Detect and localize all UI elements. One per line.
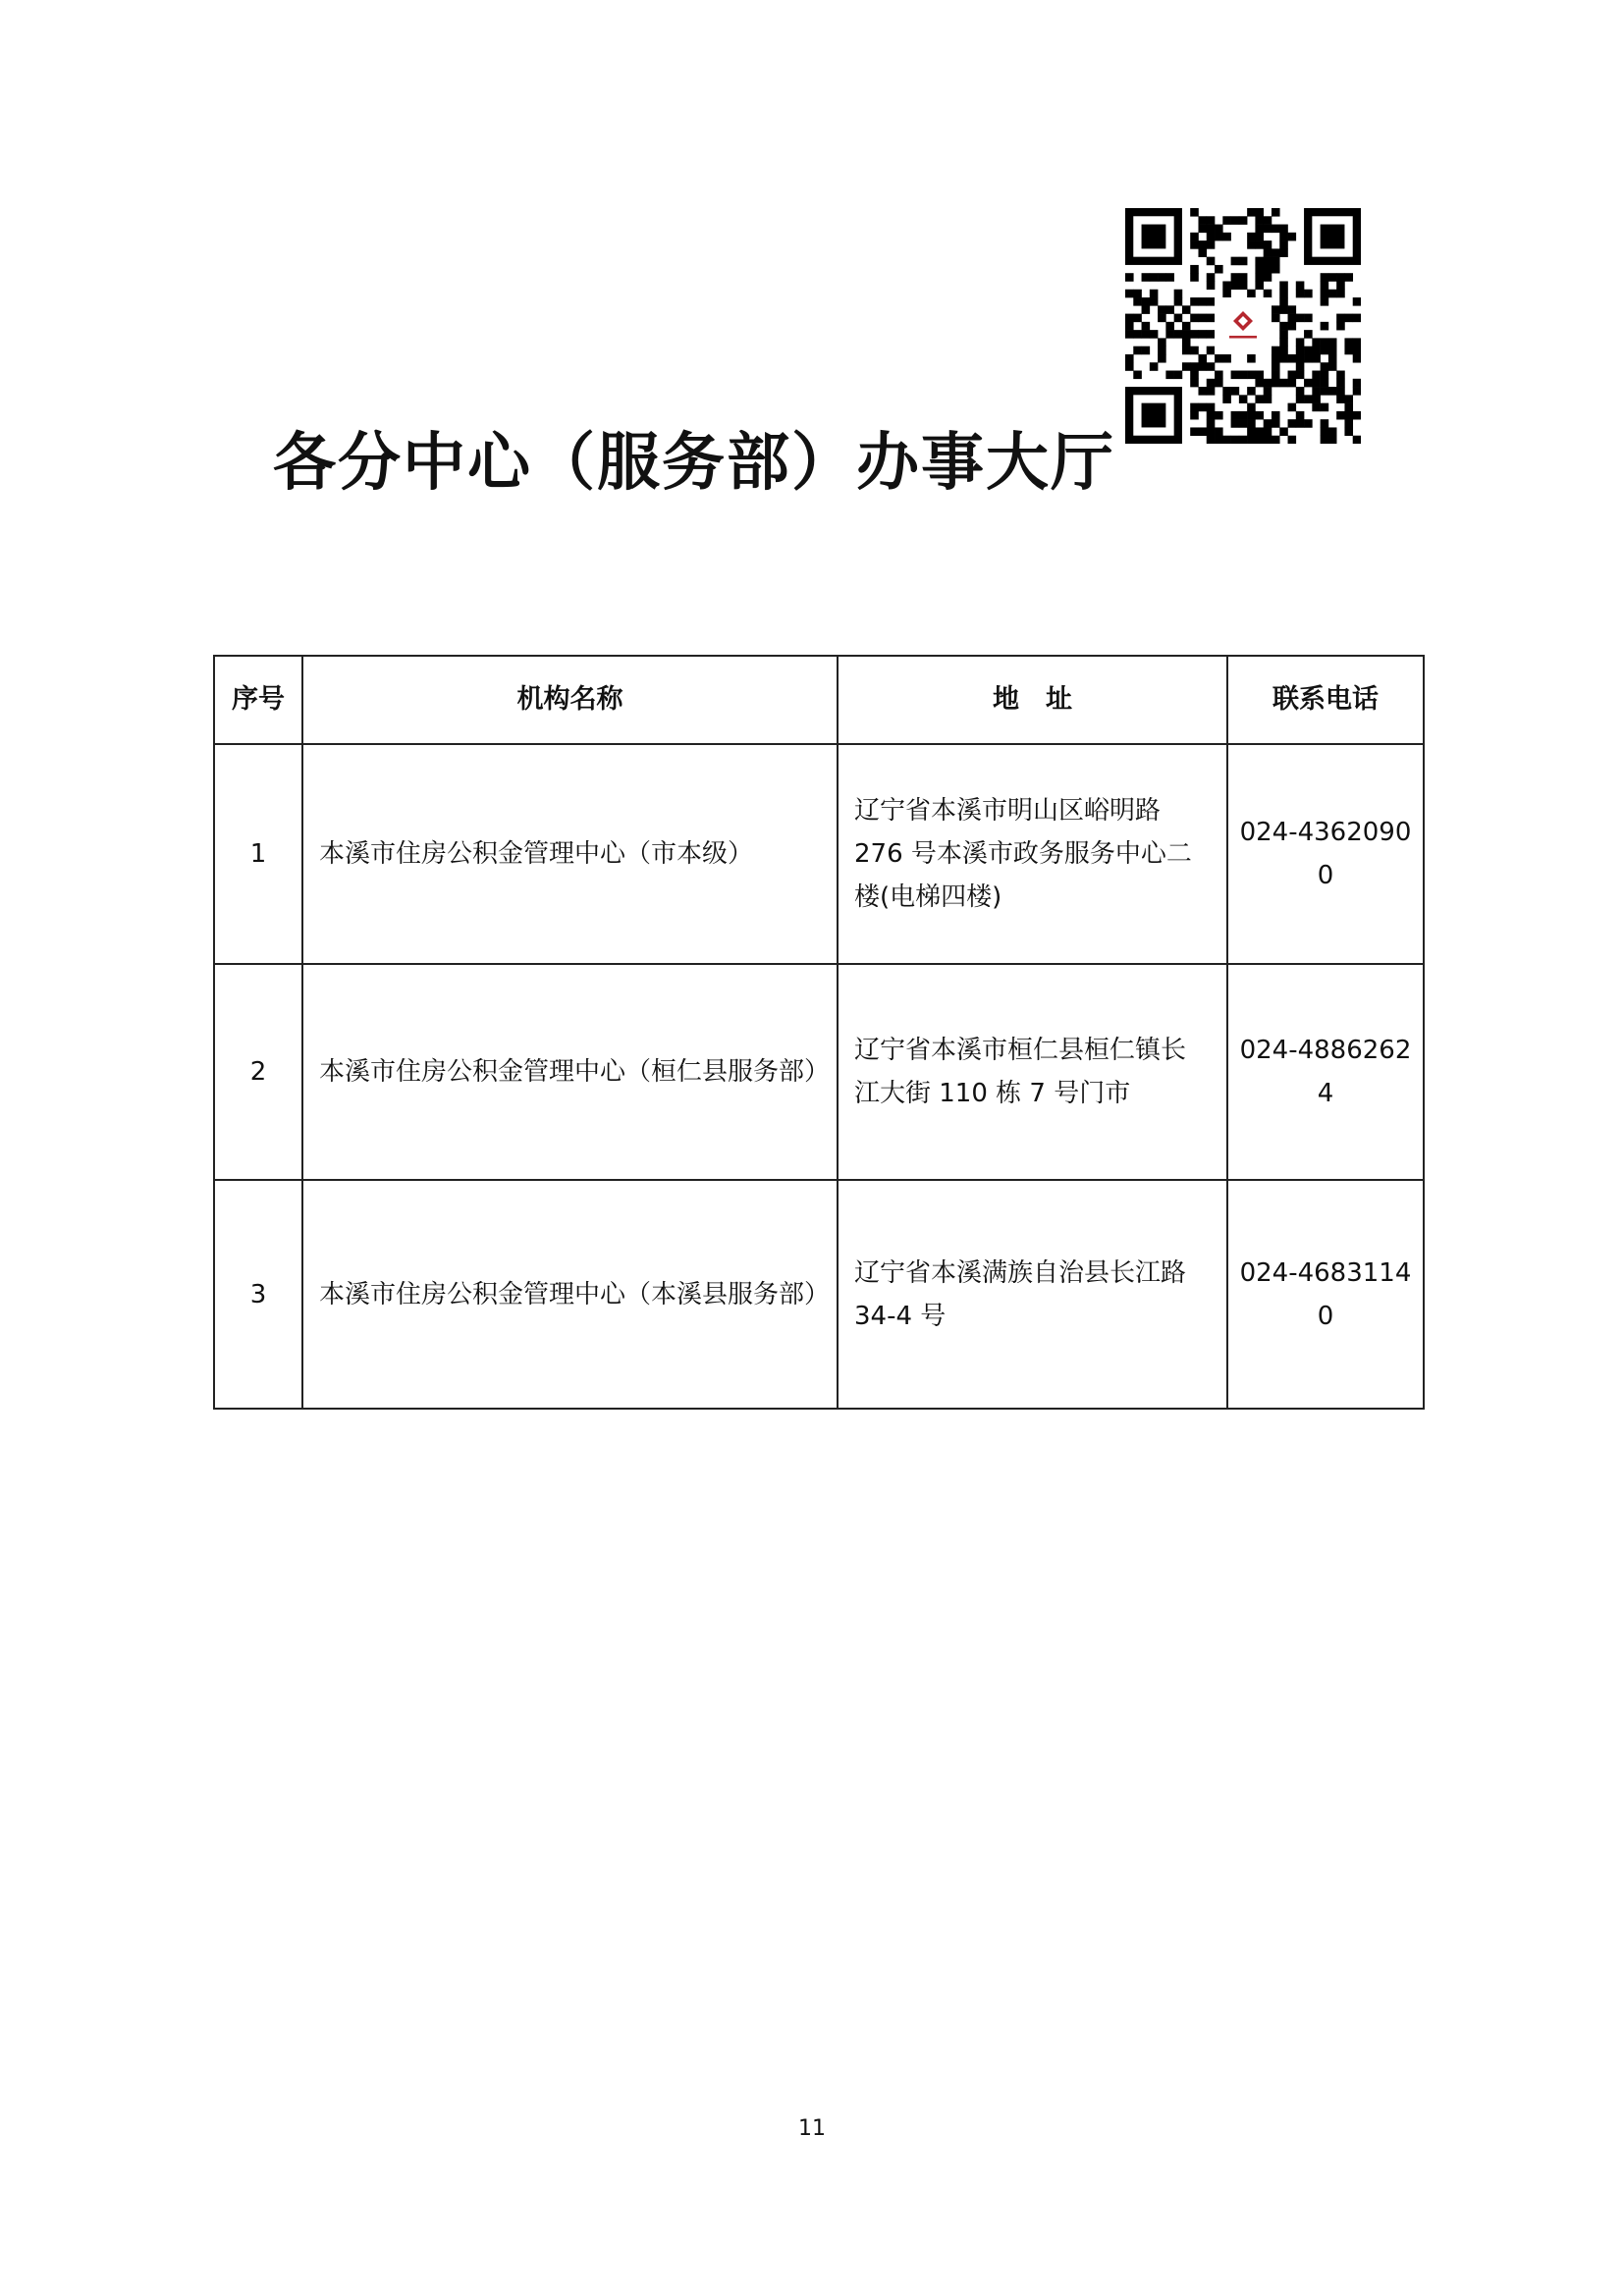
cell-address: 辽宁省本溪市桓仁县桓仁镇长江大街 110 栋 7 号门市 xyxy=(838,964,1227,1180)
cell-number: 3 xyxy=(214,1180,302,1409)
header-address: 地 址 xyxy=(838,656,1227,744)
table-row xyxy=(214,744,1424,964)
table-row xyxy=(214,964,1424,1180)
qr-logo-area xyxy=(1215,297,1272,354)
cell-number: 2 xyxy=(214,964,302,1180)
cell-name: 本溪市住房公积金管理中心（市本级） xyxy=(302,744,838,964)
service-hall-table xyxy=(213,655,1425,1410)
cell-address: 辽宁省本溪市明山区峪明路 276 号本溪市政务服务中心二楼(电梯四楼) xyxy=(838,744,1227,964)
cell-number: 1 xyxy=(214,744,302,964)
cell-address: 辽宁省本溪满族自治县长江路 34-4 号 xyxy=(838,1180,1227,1409)
table-row xyxy=(214,1180,1424,1409)
table-header-row xyxy=(214,656,1424,744)
qr-logo-caption-mark xyxy=(1229,336,1257,339)
cell-phone: 024-48862624 xyxy=(1227,964,1424,1180)
header-name: 机构名称 xyxy=(302,656,838,744)
cell-phone: 024-46831140 xyxy=(1227,1180,1424,1409)
qr-code xyxy=(1125,208,1361,444)
cell-phone: 024-43620900 xyxy=(1227,744,1424,964)
header-number: 序号 xyxy=(214,656,302,744)
cell-name: 本溪市住房公积金管理中心（桓仁县服务部） xyxy=(302,964,838,1180)
cell-name: 本溪市住房公积金管理中心（本溪县服务部） xyxy=(302,1180,838,1409)
qr-code-image xyxy=(1125,208,1361,444)
page-number: 11 xyxy=(798,2116,826,2141)
page-title: 各分中心（服务部）办事大厅 xyxy=(273,427,1115,500)
header-phone: 联系电话 xyxy=(1227,656,1424,744)
